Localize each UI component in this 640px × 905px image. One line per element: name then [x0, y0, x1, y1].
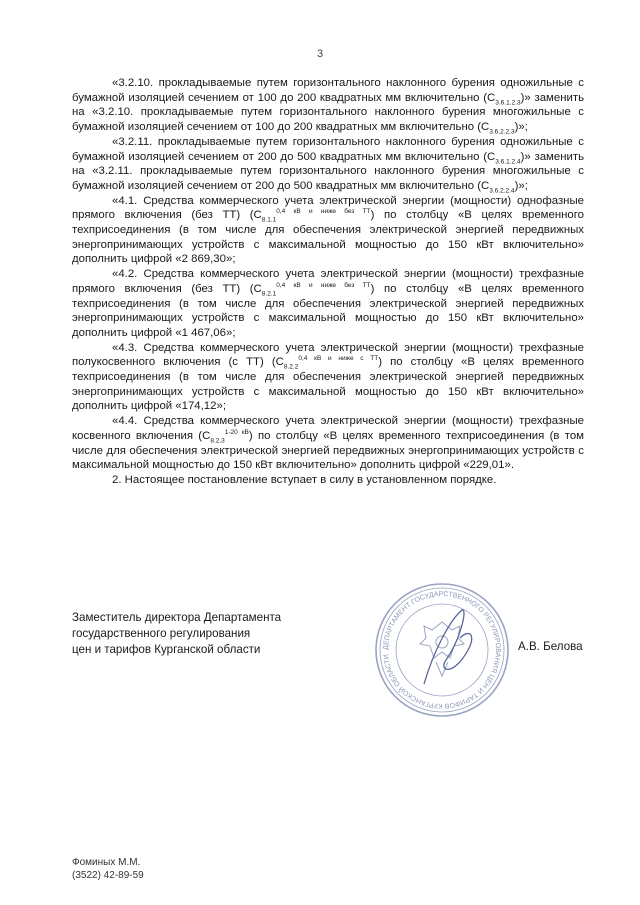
signatory-title-line-2: государственного регулирования	[72, 627, 251, 640]
handwritten-signature	[424, 610, 472, 684]
paragraph-3-2-11	[72, 135, 584, 194]
index-subscript: 3.6.1.2.3	[495, 98, 521, 106]
voltage-superscript: 0,4 кВ и ниже с ТТ	[298, 355, 379, 363]
signatory-title-line-1: Заместитель директора Департамента	[72, 611, 282, 624]
index-subscript: 8.2.3	[210, 437, 225, 445]
index-subscript: 8.2.2	[283, 363, 299, 371]
text-run: 2. Настоящее постановление вступает в силу в установленном порядке.	[112, 473, 497, 486]
index-subscript: 3.6.2.2.3	[489, 128, 515, 136]
text-run: ) по столбцу «В целях временного техприсоединения (в том числе для обеспечения электрической энергией передвижных энергопринимающих устройств с максимальной мощностью до 150 кВт включительно» дополнить цифрой «174,12»;	[72, 356, 585, 413]
seal-ring-2	[380, 588, 504, 712]
text-run: ) по столбцу «В целях временного техприсоединения (в том числе для обеспечения электрической энергией передвижных энергопринимающих устройств с максимальной мощностью до 150 кВт включительно» дополнить цифрой «2 869,30»;	[72, 209, 584, 266]
text-run: ) по столбцу «В целях временного техприсоединения (в том числе для обеспечения электрической энергией передвижных энергопринимающих устройств с максимальной мощностью до 150 кВт включительно» дополнить цифрой «1 467,06»;	[72, 282, 584, 339]
text-run: ) по столбцу «В целях временного техприсоединения (в том числе для обеспечения электрической энергией передвижных энергопринимающих устройств с максимальной мощностью до 150 кВт включительно» дополнить цифрой «229,01».	[72, 429, 584, 472]
text-run: )»;	[514, 121, 528, 134]
signer-name: А.В. Белова	[518, 640, 583, 653]
text-run: «3.2.10. прокладываемые путем горизонтального наклонного бурения одножильные с бумажной изоляцией сечением от 100 до 200 квадратных мм включительно (С	[72, 77, 584, 104]
document-body	[72, 76, 584, 488]
seal-inner-ring	[396, 604, 488, 696]
index-subscript: 3.6.2.2.4	[489, 187, 515, 195]
text-run: «4.3. Средства коммерческого учета электрической энергии (мощности) трехфазные полукосвенного включения (с ТТ) (С	[72, 341, 584, 369]
footer-contact	[72, 856, 144, 882]
text-run: )» заменить на «3.2.10. прокладываемые путем горизонтального наклонного бурения многожильные с бумажной изоляцией сечением от 100 до 200 квадратных мм включительно (С	[72, 91, 584, 134]
paragraph-2-effective	[72, 473, 584, 488]
voltage-superscript: 0,4 кВ и ниже без ТТ	[276, 208, 371, 216]
text-run: «4.1. Средства коммерческого учета электрической энергии (мощности) однофазные прямого включения (без ТТ) (С	[72, 194, 584, 222]
executor-phone: (3522) 42-89-59	[72, 870, 144, 881]
page-number: 3	[316, 48, 324, 60]
text-run: «3.2.11. прокладываемые путем горизонтального наклонного бурения одножильные с бумажной изоляцией сечением от 200 до 500 квадратных мм включительно (С	[72, 135, 584, 163]
paragraph-4-4	[72, 414, 584, 473]
coat-of-arms-emblem	[420, 622, 464, 676]
paragraph-4-3	[72, 341, 584, 415]
signature-block	[72, 610, 281, 658]
index-subscript: 3.6.1.2.4	[495, 157, 521, 165]
index-subscript: 8.2.1	[261, 290, 277, 298]
index-subscript: 8.1.1	[261, 216, 277, 224]
paragraph-4-1	[72, 194, 584, 268]
text-run: )» заменить на «3.2.11. прокладываемые путем горизонтального наклонного бурения многожильные с бумажной изоляцией сечением от 200 до 500 квадратных мм включительно (С	[72, 150, 584, 192]
voltage-superscript: 0,4 кВ и ниже без ТТ	[276, 282, 371, 290]
seal-circular-text: ДЕПАРТАМЕНТ ГОСУДАРСТВЕННОГО РЕГУЛИРОВАНИЯ ЦЕН И ТАРИФОВ КУРГАНСКОЙ ОБЛАСТИ	[382, 590, 502, 710]
executor-name: Фоминых М.М.	[72, 857, 141, 868]
text-run: «4.4. Средства коммерческого учета электрической энергии (мощности) трехфазные косвенного включения (С	[72, 415, 584, 442]
text-run: «4.2. Средства коммерческого учета электрической энергии (мощности) трехфазные прямого включения (без ТТ) (С	[72, 268, 584, 295]
official-seal-stamp	[372, 580, 512, 720]
paragraph-3-2-10	[72, 76, 584, 135]
paragraph-4-2	[72, 267, 584, 341]
signatory-title-line-3: цен и тарифов Курганской области	[72, 643, 261, 656]
voltage-superscript: 1-20 кВ	[224, 429, 249, 437]
text-run: )»;	[514, 179, 528, 192]
